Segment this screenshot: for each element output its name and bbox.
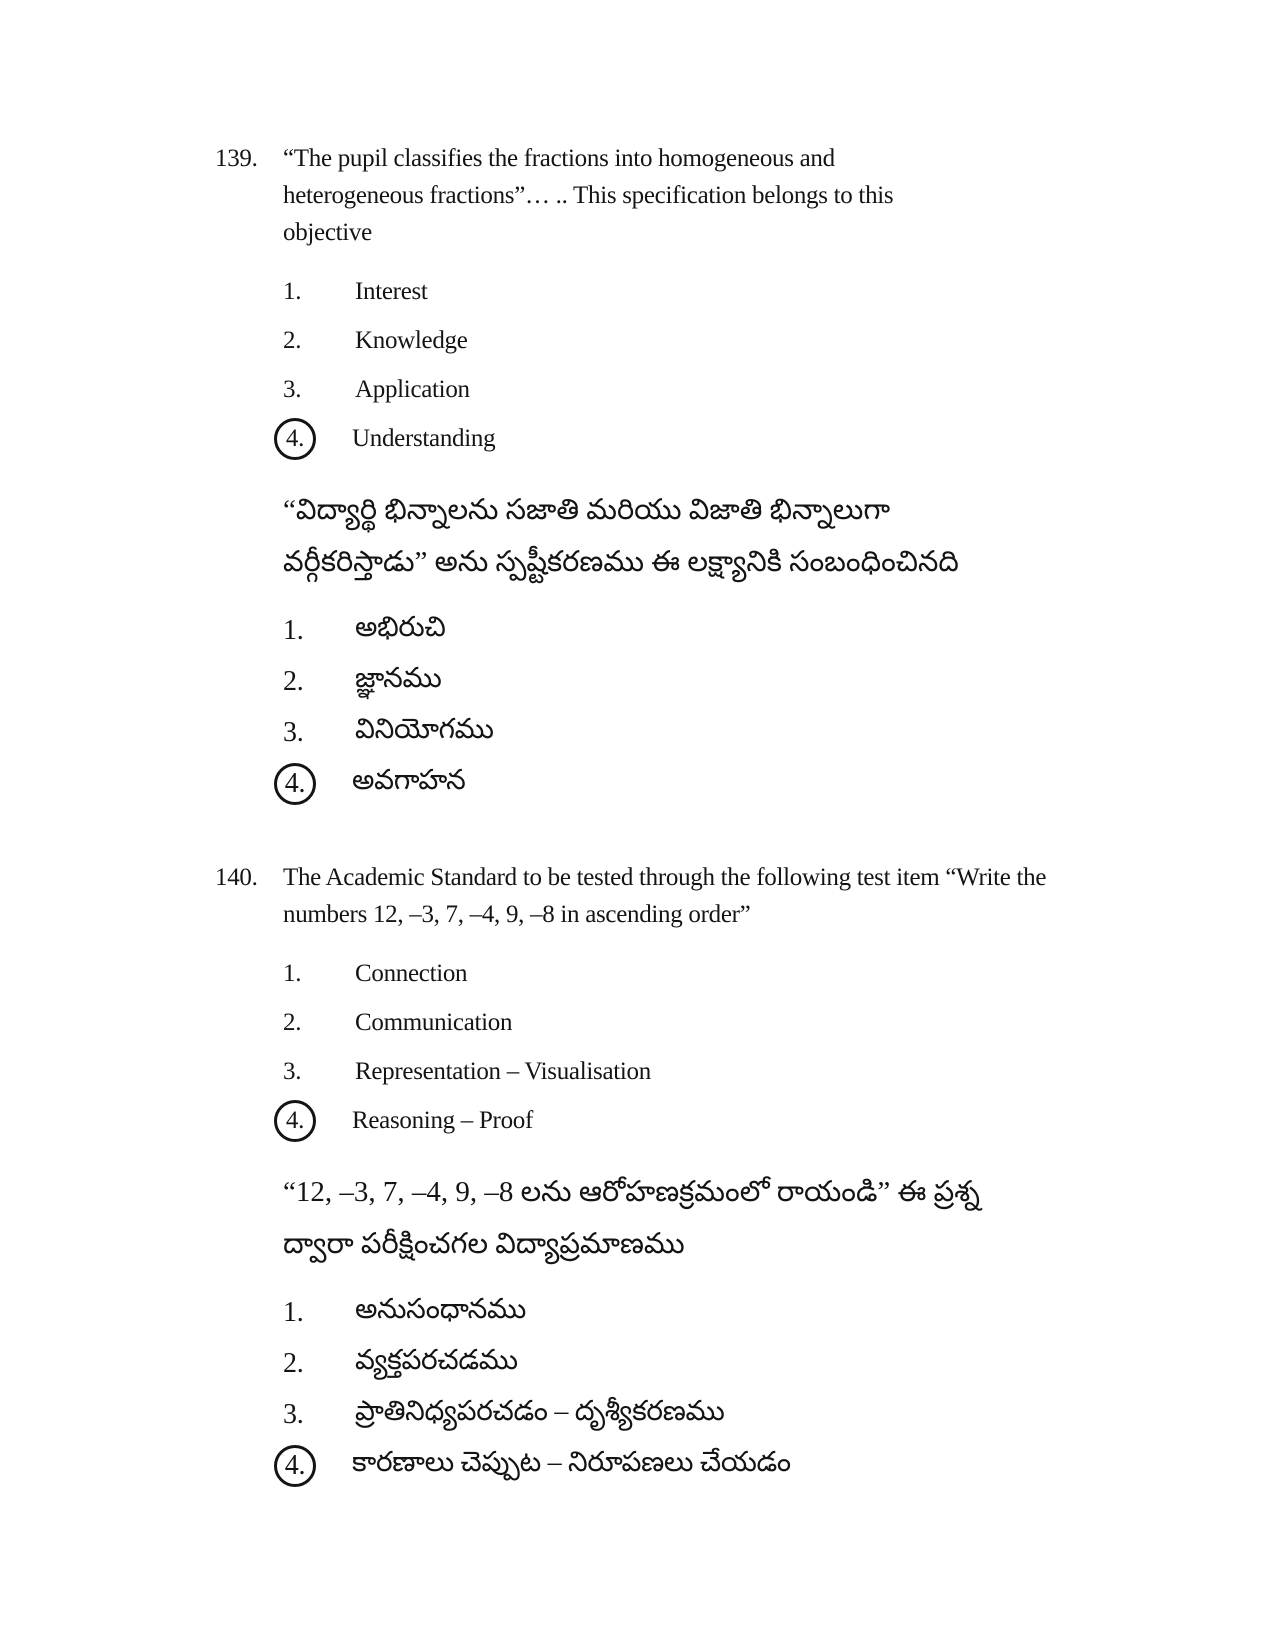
options-english [283,959,1175,1136]
option-label: అనుసంధానము [355,1294,527,1325]
option-row [283,1057,1175,1087]
option-label: వ్యక్తపరచడము [355,1345,518,1376]
option-row-selected [283,1449,1175,1483]
answer-circle: 4. [274,1100,316,1142]
option-row [283,665,1175,699]
option-row [283,1008,1175,1038]
option-number: 1. [283,615,304,646]
option-label: జ్ఞానము [355,663,442,694]
option-row [283,1347,1175,1381]
option-label: వినియోగము [355,714,494,745]
question-block-139 [215,140,1175,801]
option-number: 3. [283,1399,304,1430]
options-telugu [283,1296,1175,1483]
option-row [283,716,1175,750]
option-label: Representation – Visualisation [355,1058,651,1085]
question-number: 140. [215,864,258,891]
option-label: Reasoning – Proof [352,1107,533,1134]
answer-circle: 4. [274,763,316,805]
question-number: 139. [215,145,258,172]
option-row-selected [283,424,1175,454]
exam-page [215,140,1175,1541]
question-stem-telugu: “విద్యార్థి భిన్నాలను సజాతి మరియు విజాతి భిన్నాలుగా వర్గీకరిస్తాడు” అను స్పష్టీకరణము ఈ లక్ష్యానికి సంబంధించినది [283,494,959,578]
option-label: Knowledge [355,327,468,354]
option-number: 2. [283,327,302,354]
option-number: 3. [283,717,304,748]
question-stem-english: “The pupil classifies the fractions into homogeneous and heterogeneous fractions”… .. This specification belongs to this objective [283,145,894,246]
option-label: అవగాహన [352,765,466,796]
option-number: 1. [283,278,302,305]
option-number: 2. [283,1009,302,1036]
option-row-selected [283,1106,1175,1136]
option-label: ప్రాతినిధ్యపరచడం – దృశ్యీకరణము [355,1396,725,1427]
option-number: 3. [283,376,302,403]
option-row [283,1398,1175,1432]
option-label: Application [355,376,470,403]
option-row [283,326,1175,356]
option-number: 1. [283,1297,304,1328]
option-label: కారణాలు చెప్పుట – నిరూపణలు చేయడం [352,1447,791,1478]
option-label: Communication [355,1009,513,1036]
option-row [283,375,1175,405]
option-number: 3. [283,1058,302,1085]
option-row [283,1296,1175,1330]
option-number: 1. [283,960,302,987]
answer-circle: 4. [274,418,316,460]
option-row-selected [283,767,1175,801]
question-stem-english: The Academic Standard to be tested through the following test item “Write the numbers 12, –3, 7, –4, 9, –8 in ascending order” [283,864,1047,928]
option-label: అభిరుచి [355,612,446,643]
option-row [283,959,1175,989]
option-label: Interest [355,278,428,305]
options-english [283,277,1175,454]
question-stem-telugu: “12, –3, 7, –4, 9, –8 లను ఆరోహణక్రమంలో రాయండి” ఈ ప్రశ్న ద్వారా పరీక్షించగల విద్యాప్రమాణము [283,1176,980,1260]
question-block-140 [215,859,1175,1483]
option-number: 2. [283,1348,304,1379]
options-telugu [283,614,1175,801]
option-label: Understanding [352,425,496,452]
option-number: 2. [283,666,304,697]
option-label: Connection [355,960,468,987]
option-row [283,614,1175,648]
answer-circle: 4. [274,1445,316,1487]
option-row [283,277,1175,307]
